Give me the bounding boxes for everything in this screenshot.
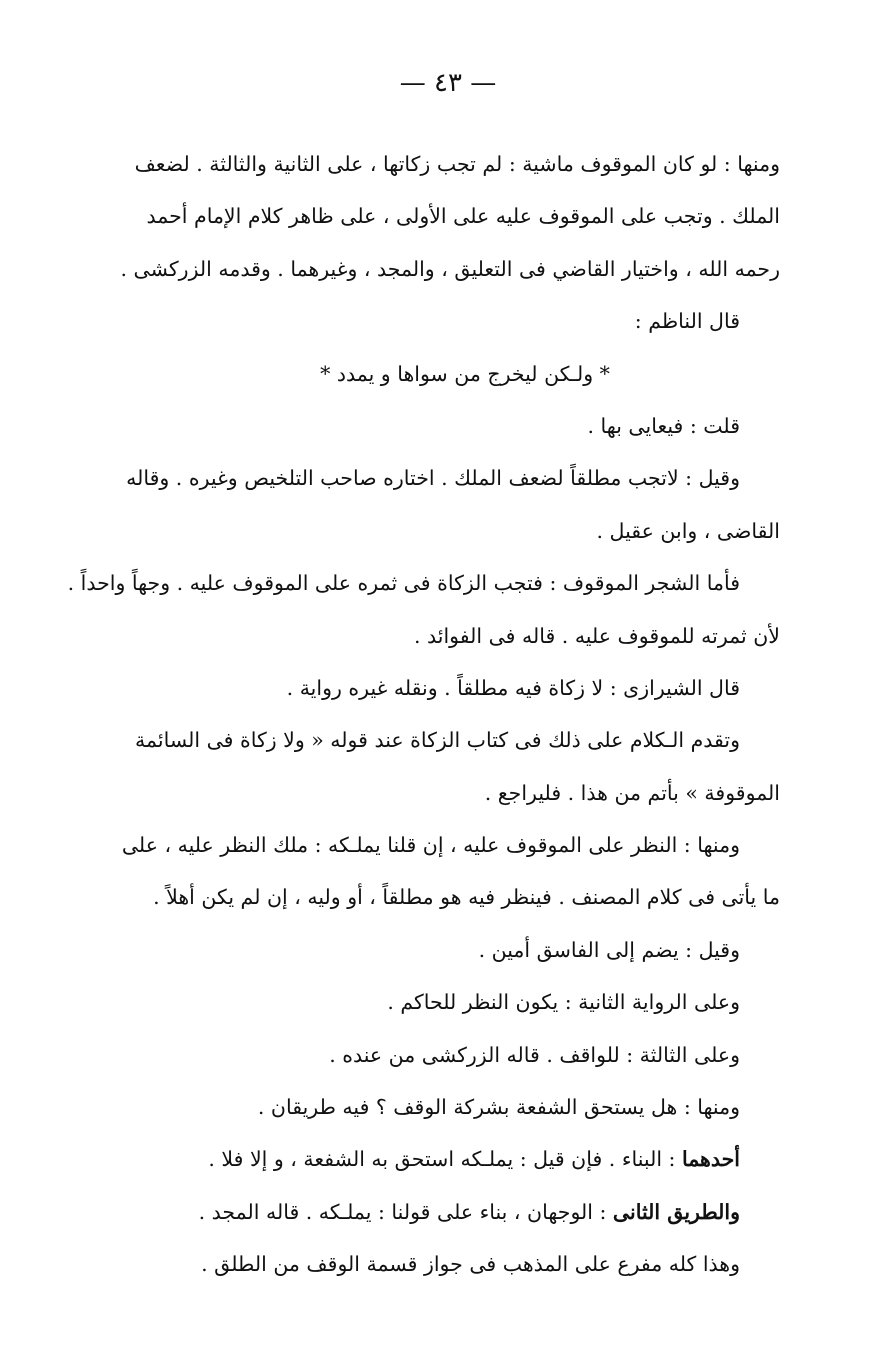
text-line [150,1133,780,1185]
text-line: الموقوفة » بأتم من هذا . فليراجع . [484,780,780,805]
text-line: وتقدم الـكلام على ذلك فى كتاب الزكاة عند قوله « ولا زكاة فى السائمة [135,728,740,753]
text-span: : البناء . فإن قيل : يملـكه استحق به الشفعة ، و إلا فلا . [208,1147,682,1172]
text-line: القاضى ، وابن عقيل . [596,518,780,543]
lead-term: أحدهما [681,1147,740,1172]
text-line: فأما الشجر الموقوف : فتجب الزكاة فى ثمره على الموقوف عليه . وجهاً واحداً . [67,571,740,596]
text-line: قال الناظم : [634,309,740,334]
text-line: ما يأتى فى كلام المصنف . فينظر فيه هو مطلقاً ، أو وليه ، إن لم يكن أهلاً . [153,885,780,910]
lead-term: والطريق الثانى [612,1199,740,1224]
text-line: لأن ثمرته للموقوف عليه . قاله فى الفوائد . [413,623,780,648]
text-line: رحمه الله ، واختيار القاضي فى التعليق ، والمجد ، وغيرهما . وقدمه الزركشى . [120,256,780,281]
text-line: وعلى الثالثة : للواقف . قاله الزركشى من عنده . [329,1042,740,1067]
text-line: ومنها : النظر على الموقوف عليه ، إن قلنا يملـكه : ملك النظر عليه ، على [121,833,740,858]
text-line: قال الشيرازى : لا زكاة فيه مطلقاً . ونقله غيره رواية . [286,675,740,700]
text-line [150,1186,780,1238]
text-line: قلت : فيعايى بها . [587,413,740,438]
page-number: — ٤٣ — [399,68,497,98]
text-line: وقيل : لاتجب مطلقاً لضعف الملك . اختاره صاحب التلخيص وغيره . وقاله [126,466,740,491]
text-line: وعلى الرواية الثانية : يكون النظر للحاكم . [387,990,740,1015]
text-line: الملك . وتجب على الموقوف عليه على الأولى ، على ظاهر كلام الإمام أحمد [146,204,780,229]
text-span: : الوجهان ، بناء على قولنا : يملـكه . قاله المجد . [198,1199,613,1224]
text-line: ومنها : هل يستحق الشفعة بشركة الوقف ؟ فيه طريقان . [257,1095,740,1120]
text-line: ومنها : لو كان الموقوف ماشية : لم تجب زكاتها ، على الثانية والثالثة . لضعف [134,152,780,176]
body-text [67,138,780,1291]
verse-line: * ولـكن ليخرج من سواها و يمدد * [320,361,610,386]
text-line: وقيل : يضم إلى الفاسق أمين . [478,937,740,962]
text-line: وهذا كله مفرع على المذهب فى جواز قسمة الوقف من الطلق . [201,1252,740,1277]
